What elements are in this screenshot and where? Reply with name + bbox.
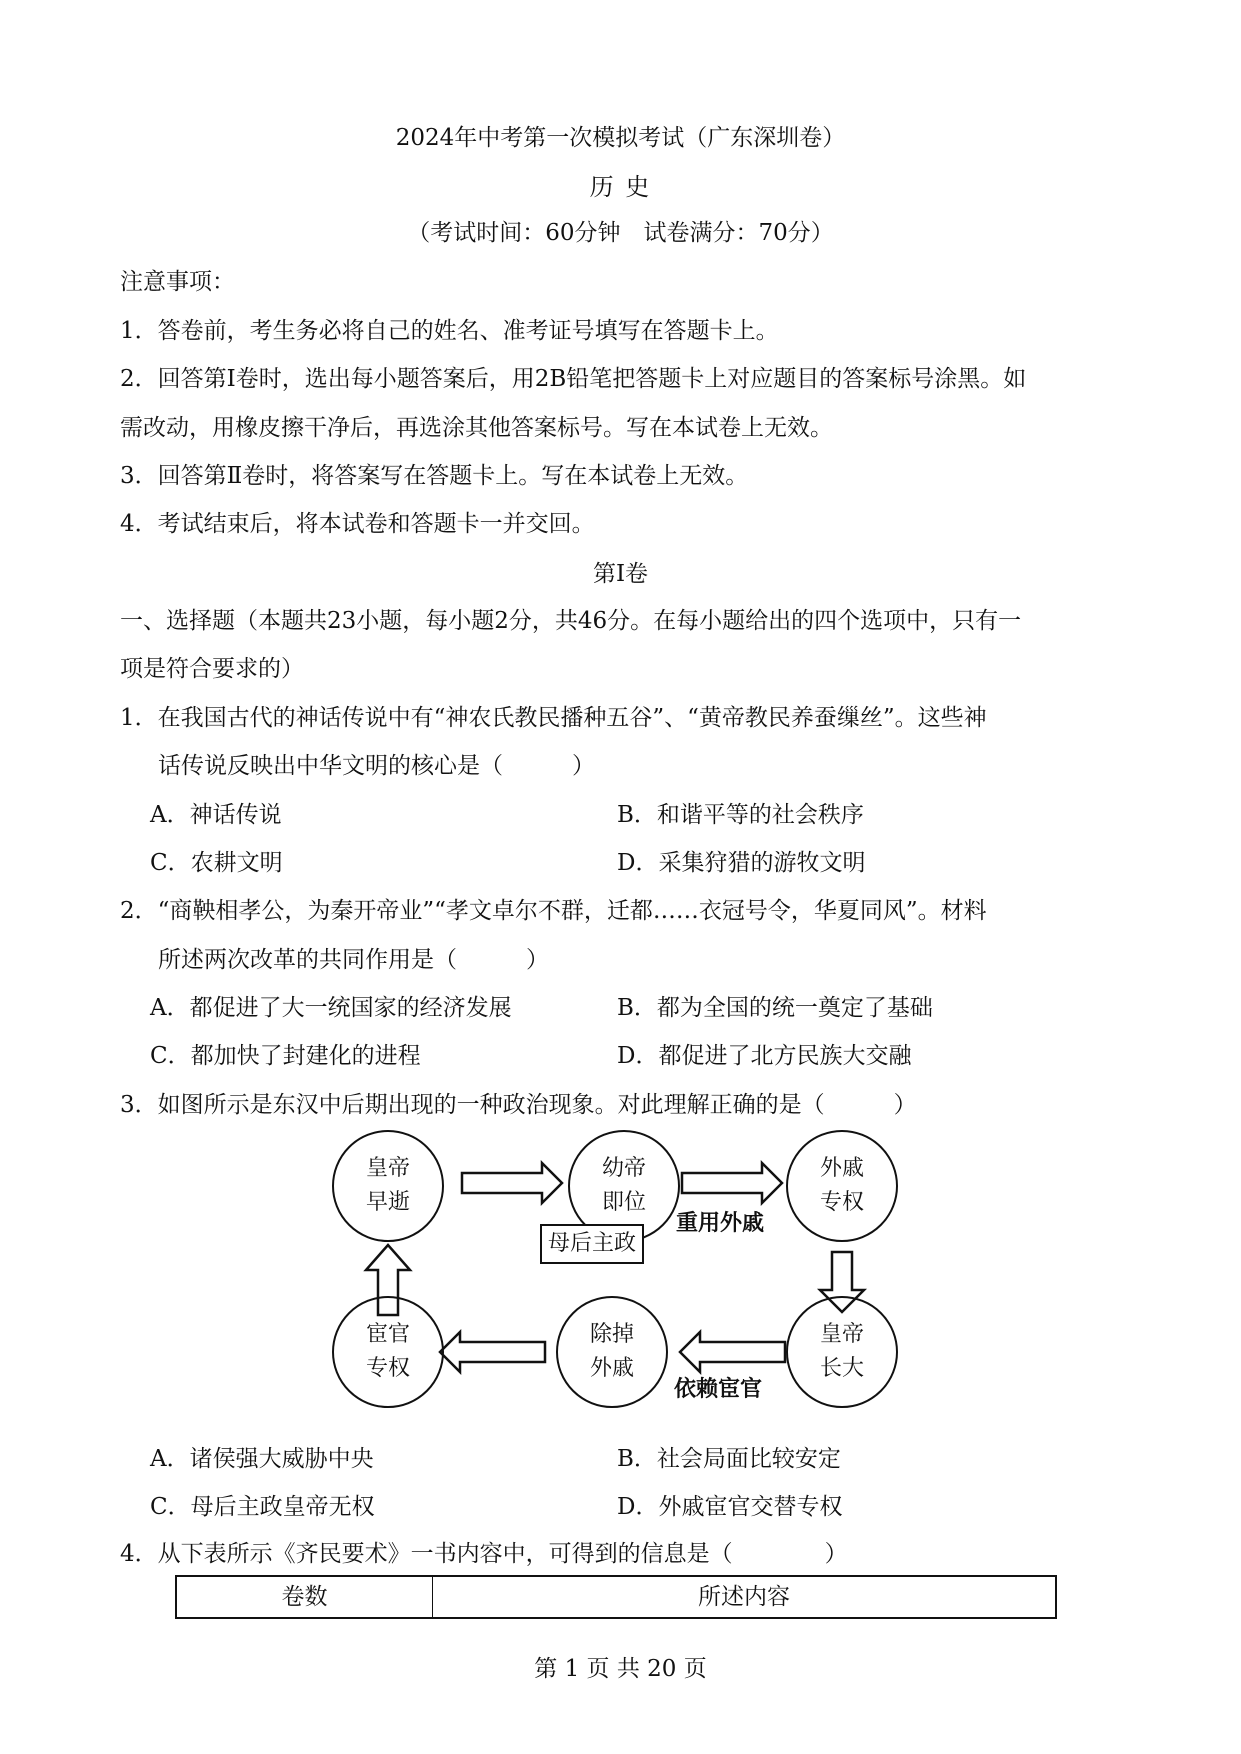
question-1-option-d: D．采集狩猎的游牧文明	[617, 850, 866, 876]
question-1-option-a: A．神话传说	[150, 802, 282, 828]
node-emperor-early-death	[332, 1130, 444, 1242]
question-3-option-b: B．社会局面比较安定	[617, 1446, 841, 1472]
arrow-right-icon	[462, 1163, 562, 1203]
page-footer: 第 1 页 共 20 页	[534, 1656, 707, 1682]
question-1-stem: 1．在我国古代的神话传说中有“神农氏教民播种五谷”、“黄帝教民养蚕缫丝”。这些神	[120, 705, 987, 731]
question-3-option-c: C．母后主政皇帝无权	[150, 1494, 375, 1520]
node-label: 长大	[819, 1356, 864, 1381]
node-consort-clan-power	[786, 1130, 898, 1242]
node-emperor-grown	[786, 1296, 898, 1408]
arrow-label-bottom: 依赖宦官	[674, 1377, 763, 1402]
exam-title: 2024年中考第一次模拟考试（广东深圳卷）	[395, 125, 846, 151]
node-remove-consort-clan	[556, 1296, 668, 1408]
question-3-stem: 3．如图所示是东汉中后期出现的一种政治现象。对此理解正确的是（ ）	[120, 1092, 917, 1118]
node-label: 专权	[819, 1190, 864, 1215]
question-2-stem: 2．“商鞅相孝公，为秦开帝业”“孝文卓尔不群，迁都……衣冠号令，华夏同风”。材料	[120, 898, 987, 924]
question-4-stem: 4．从下表所示《齐民要术》一书内容中，可得到的信息是（ ）	[120, 1541, 848, 1567]
arrow-label-top: 重用外戚	[676, 1211, 765, 1236]
question-2-option-d: D．都促进了北方民族大交融	[617, 1043, 912, 1069]
node-label: 幼帝	[601, 1156, 646, 1181]
arrow-right-icon	[682, 1163, 782, 1203]
question-2-stem: 所述两次改革的共同作用是（ ）	[158, 947, 549, 973]
node-label: 外戚	[589, 1356, 634, 1381]
node-label: 专权	[365, 1356, 410, 1381]
section-intro: 项是符合要求的）	[120, 656, 304, 682]
volume-heading: 第Ⅰ卷	[592, 561, 649, 587]
notes-heading: 注意事项：	[120, 269, 235, 295]
table-header-volume: 卷数	[177, 1577, 433, 1617]
question-1-stem: 话传说反映出中华文明的核心是（ ）	[158, 753, 595, 779]
question-2-option-a: A．都促进了大一统国家的经济发展	[150, 995, 512, 1021]
node-label: 皇帝	[819, 1322, 864, 1347]
note-item: 3．回答第Ⅱ卷时，将答案写在答题卡上。写在本试卷上无效。	[120, 463, 749, 489]
politics-cycle-diagram	[330, 1130, 930, 1420]
node-label: 除掉	[589, 1322, 634, 1347]
arrow-left-icon	[680, 1332, 785, 1372]
arrow-left-icon	[440, 1332, 545, 1372]
node-label: 外戚	[819, 1156, 864, 1181]
note-item: 需改动，用橡皮擦干净后，再选涂其他答案标号。写在本试卷上无效。	[120, 415, 833, 441]
table-header-content: 所述内容	[698, 1584, 790, 1610]
subject-title: 历 史	[589, 173, 652, 201]
question-1-option-c: C．农耕文明	[150, 850, 283, 876]
question-2-option-b: B．都为全国的统一奠定了基础	[617, 995, 933, 1021]
note-item: 4．考试结束后，将本试卷和答题卡一并交回。	[120, 511, 595, 537]
empress-dowager-box: 母后主政	[540, 1224, 644, 1264]
section-intro: 一、选择题（本题共23小题，每小题2分，共46分。在每小题给出的四个选项中，只有一	[120, 608, 1022, 634]
note-item: 2．回答第Ⅰ卷时，选出每小题答案后，用2B铅笔把答题卡上对应题目的答案标号涂黑。如	[120, 366, 1027, 392]
question-3-option-d: D．外戚宦官交替专权	[617, 1494, 843, 1520]
node-label: 即位	[601, 1190, 646, 1215]
qimin-yaoshu-table	[175, 1575, 1057, 1619]
node-label: 早逝	[365, 1190, 410, 1215]
exam-info: （考试时间：60分钟 试卷满分：70分）	[407, 220, 834, 246]
question-3-option-a: A．诸侯强大威胁中央	[150, 1446, 374, 1472]
node-label: 皇帝	[365, 1156, 410, 1181]
question-1-option-b: B．和谐平等的社会秩序	[617, 802, 864, 828]
node-eunuch-power	[332, 1296, 444, 1408]
node-label: 宦官	[365, 1322, 410, 1347]
note-item: 1．答卷前，考生务必将自己的姓名、准考证号填写在答题卡上。	[120, 318, 779, 344]
question-2-option-c: C．都加快了封建化的进程	[150, 1043, 421, 1069]
